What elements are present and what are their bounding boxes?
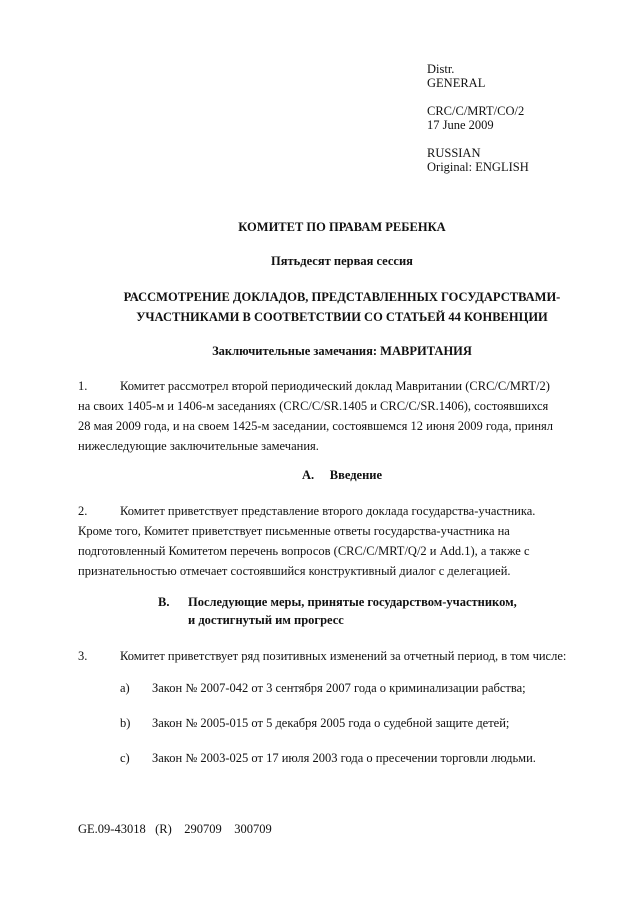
footer-doc-number: GE.09-43018 (R) 290709 300709 [78, 822, 272, 836]
para-line: Комитет приветствует ряд позитивных изменений за отчетный период, в том числе: [120, 649, 567, 663]
doc-date: 17 June 2009 [427, 118, 494, 132]
consideration-title-1: РАССМОТРЕНИЕ ДОКЛАДОВ, ПРЕДСТАВЛЕННЫХ ГОСУДАРСТВАМИ- [123, 290, 561, 304]
para-number: 2. [78, 504, 88, 518]
paragraph-1 [78, 376, 608, 456]
section-letter: A. [301, 468, 315, 482]
item-label: c) [120, 751, 130, 765]
observations-title: Заключительные замечания: МАВРИТАНИЯ [212, 344, 472, 358]
section-title-2: и достигнутый им прогресс [188, 613, 344, 627]
section-letter: B. [158, 595, 170, 609]
para-line: на своих 1405-м и 1406-м заседаниях (CRC/C/SR.1405 и CRC/C/SR.1406), состоявшихся [78, 399, 549, 413]
session-title: Пятьдесят первая сессия [271, 254, 413, 268]
section-title: Введение [329, 468, 383, 482]
paragraph-3 [78, 646, 608, 666]
distr: Distr. [427, 62, 455, 76]
item-text: Закон № 2007-042 от 3 сентября 2007 года о криминализации рабства; [152, 681, 526, 695]
list-item [120, 751, 536, 766]
original-language: Original: ENGLISH [427, 160, 529, 174]
para-line: признательностью отмечает состоявшийся конструктивный диалог с делегацией. [78, 564, 511, 578]
para-number: 3. [78, 649, 88, 663]
para-line: Комитет приветствует представление второго доклада государства-участника. [120, 504, 536, 518]
para-line: Комитет рассмотрел второй периодический доклад Мавритании (CRC/C/MRT/2) [120, 379, 550, 393]
section-b-heading [158, 595, 517, 610]
para-line: 28 мая 2009 года, и на своем 1425-м заседании, состоявшемся 12 июня 2009 года, принял [78, 419, 554, 433]
para-number: 1. [78, 379, 88, 393]
language: RUSSIAN [427, 146, 481, 160]
section-title-1: Последующие меры, принятые государством-участником, [188, 595, 517, 609]
doc-symbol: CRC/C/MRT/CO/2 [427, 104, 525, 118]
general: GENERAL [427, 76, 486, 90]
paragraph-2 [78, 501, 608, 581]
item-text: Закон № 2005-015 от 5 декабря 2005 года о судебной защите детей; [152, 716, 510, 730]
list-item [120, 716, 509, 731]
item-text: Закон № 2003-025 от 17 июля 2003 года о пресечении торговли людьми. [152, 751, 536, 765]
consideration-title-2: УЧАСТНИКАМИ В СООТВЕТСТВИИ СО СТАТЬЕЙ 44 КОНВЕНЦИИ [136, 310, 548, 324]
para-line: подготовленный Комитетом перечень вопросов (CRC/C/MRT/Q/2 и Add.1), а также с [78, 544, 530, 558]
item-label: b) [120, 716, 131, 730]
item-label: a) [120, 681, 130, 695]
section-a-heading [0, 468, 640, 483]
committee-title: КОМИТЕТ ПО ПРАВАМ РЕБЕНКА [238, 220, 446, 234]
para-line: нижеследующие заключительные замечания. [78, 439, 319, 453]
para-line: Кроме того, Комитет приветствует письменные ответы государства-участника на [78, 524, 510, 538]
distribution-block [427, 62, 529, 174]
list-item [120, 681, 526, 696]
